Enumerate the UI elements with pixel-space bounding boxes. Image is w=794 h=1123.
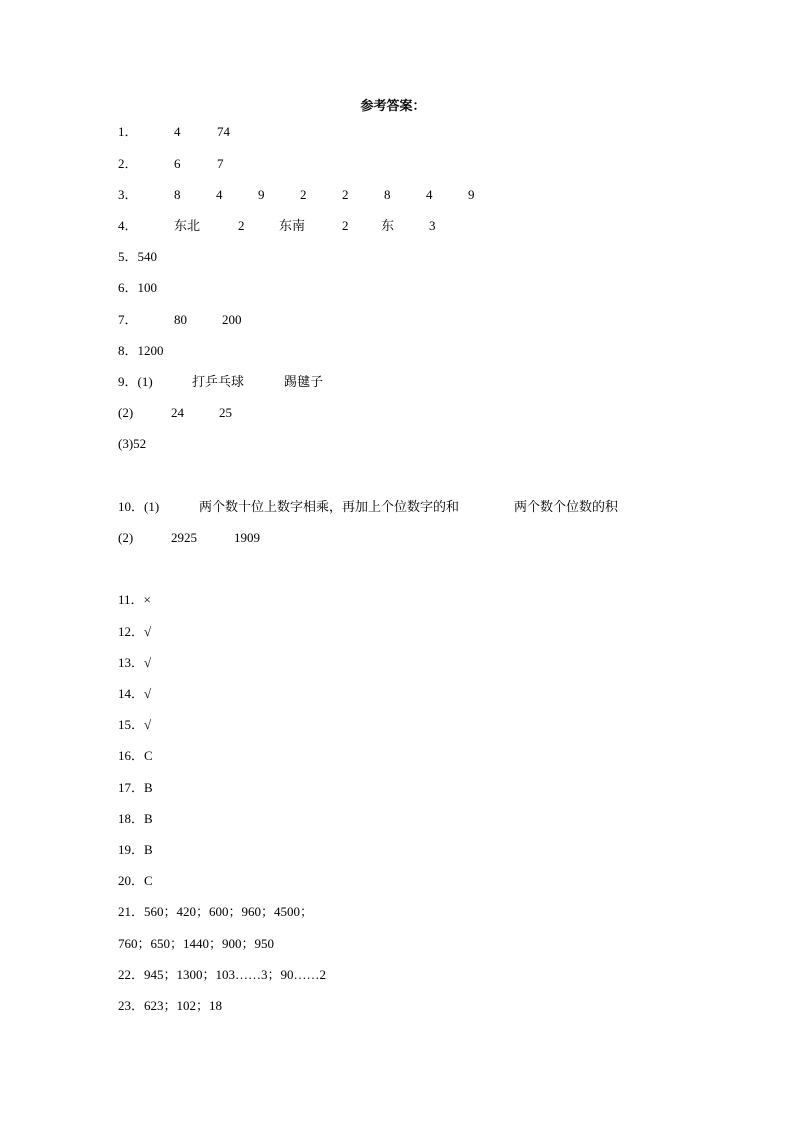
answer-item: 东 [381,219,395,234]
answer-item: 4 [216,187,223,202]
answer-line-20 [118,872,153,890]
question-number: 9．(1) [118,374,153,389]
answer-line-11 [118,591,151,609]
answer-item: 2925 [171,530,197,545]
answer-item: 东北 [174,219,201,234]
answer-item: 2 [238,218,245,233]
answer-item: 9 [258,187,265,202]
answer-text: 5．540 [118,249,158,264]
answer-text: 11．× [118,592,151,607]
answer-item: 8 [174,187,181,202]
answer-line-21-cont [118,935,274,953]
answer-item: 8 [384,187,391,202]
answer-item: 80 [174,312,187,327]
answer-item: 2 [342,218,349,233]
answer-item: 6 [174,156,181,171]
answer-item: 踢毽子 [284,375,324,390]
answer-item: 7 [217,156,224,171]
answer-item: 9 [468,187,475,202]
answer-text: 22．945；1300；103……3；90……2 [118,967,327,982]
answer-line-9-2 [118,404,232,422]
answer-text: 13．√ [118,655,152,670]
answer-line-2 [118,155,224,173]
answer-line-3 [118,186,475,204]
answer-line-10 [118,498,618,516]
answer-item: 24 [171,405,184,420]
answer-line-14 [118,685,151,703]
answer-line-7 [118,311,242,329]
answer-line-8 [118,342,164,360]
answer-text: 16．C [118,748,153,763]
answer-line-15 [118,716,151,734]
answer-text: (3)52 [118,436,147,451]
answer-text: 18．B [118,811,153,826]
answer-text: 21．560；420；600；960；4500； [118,904,314,919]
answer-item: 2 [342,187,349,202]
answer-item: 74 [217,124,230,139]
answer-item: 2 [300,187,307,202]
answer-line-9-3 [118,435,146,453]
question-number: (2) [118,405,134,420]
answer-item: 两个数十位上数字相乘，再加上个位数字的和 [199,500,460,515]
question-number: 4． [118,218,138,233]
answer-item: 1909 [234,530,260,545]
page-title: 参考答案： [360,99,426,114]
answer-text: 14．√ [118,686,152,701]
answer-line-6 [118,279,157,297]
answer-line-13 [118,654,151,672]
answer-item: 两个数个位数的积 [514,500,619,515]
answer-line-12 [118,623,151,641]
answer-line-19 [118,841,153,859]
question-number: 1． [118,124,138,139]
answer-line-22 [118,966,326,984]
answer-text: 23．623；102；18 [118,998,223,1013]
answer-text: 20．C [118,873,153,888]
answer-text: 15．√ [118,717,152,732]
answer-item: 3 [429,218,436,233]
answer-line-21 [118,903,313,921]
question-number: 3． [118,187,138,202]
answer-item: 25 [219,405,232,420]
answer-item: 打乒乓球 [192,375,245,390]
answer-line-17 [118,779,153,797]
answer-line-1 [118,123,230,141]
answer-line-4 [118,217,436,235]
question-number: (2) [118,530,134,545]
question-number: 7． [118,312,138,327]
answer-line-5 [118,248,157,266]
answer-item: 200 [222,312,242,327]
answer-line-16 [118,747,153,765]
answer-line-18 [118,810,153,828]
answer-text: 6．100 [118,280,158,295]
answer-item: 东南 [279,219,306,234]
answer-text: 17．B [118,780,153,795]
answer-line-9 [118,373,323,391]
answer-text: 760；650；1440；900；950 [118,936,275,951]
question-number: 10．(1) [118,499,160,514]
answer-item: 4 [174,124,181,139]
answer-text: 12．√ [118,624,152,639]
question-number: 2． [118,156,138,171]
answer-text: 8．1200 [118,343,164,358]
answer-line-23 [118,997,222,1015]
answer-item: 4 [426,187,433,202]
answer-line-10-2 [118,529,260,547]
answer-text: 19．B [118,842,153,857]
